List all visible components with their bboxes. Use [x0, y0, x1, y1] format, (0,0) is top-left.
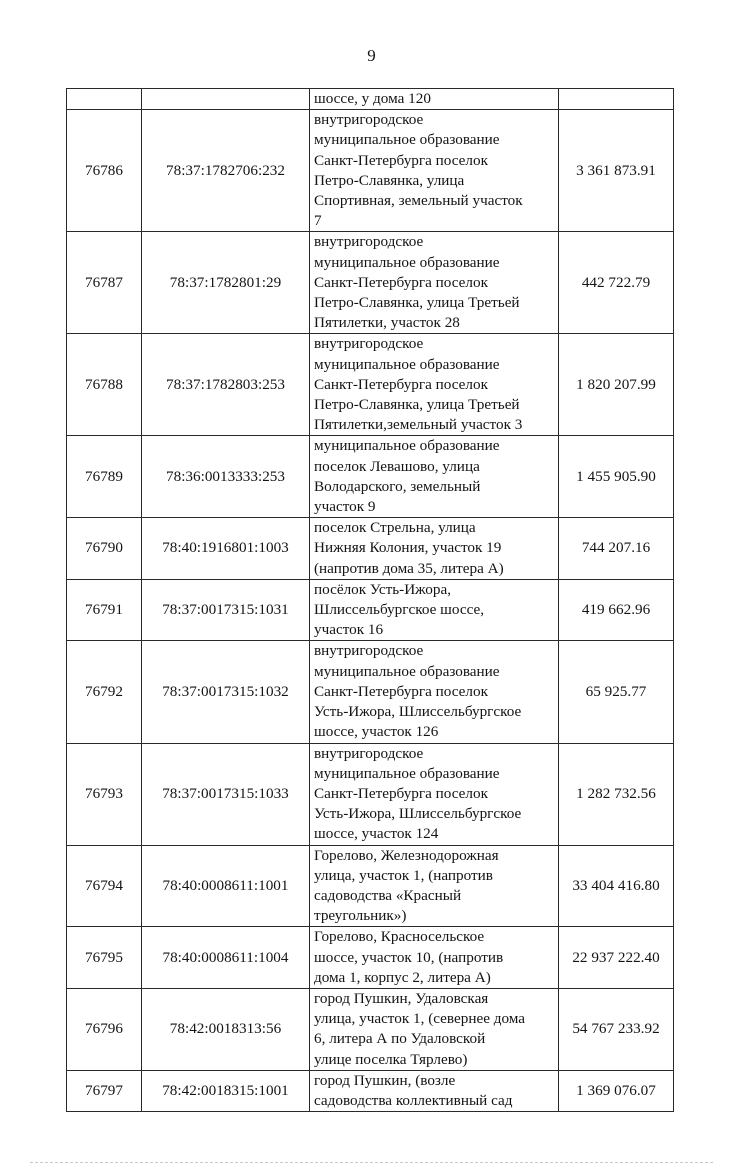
- table-row: [67, 845, 674, 927]
- plot-number-cell: 76797: [67, 1070, 142, 1111]
- address-line: улице поселка Тярлево): [314, 1050, 468, 1068]
- cadastral-value-cell: [559, 89, 674, 110]
- address-cell: [310, 743, 559, 845]
- address-line: муниципальное образование: [314, 662, 500, 680]
- table-row: [67, 89, 674, 110]
- cadastral-value-cell: 3 361 873.91: [559, 110, 674, 232]
- plot-number-cell: 76788: [67, 334, 142, 436]
- address-cell: [310, 436, 559, 518]
- plot-number-cell: 76792: [67, 641, 142, 743]
- plot-number-cell: 76786: [67, 110, 142, 232]
- cadastral-number-cell: 78:37:1782706:232: [142, 110, 310, 232]
- address-cell: [310, 518, 559, 580]
- page-number: 9: [367, 46, 376, 65]
- address-line: внутригородское: [314, 111, 424, 129]
- address-line: Усть-Ижора, Шлиссельбургское: [314, 703, 522, 721]
- plot-number-cell: 76790: [67, 518, 142, 580]
- address-line: Петро-Славянка, улица Третьей: [314, 396, 520, 414]
- cadastral-value-cell: 54 767 233.92: [559, 988, 674, 1070]
- table-row: [67, 743, 674, 845]
- address-line: внутригородское: [314, 335, 424, 353]
- address-line: поселок Левашово, улица: [314, 457, 480, 475]
- plot-number-cell: 76793: [67, 743, 142, 845]
- cadastral-number-cell: [142, 89, 310, 110]
- cadastral-value-cell: 33 404 416.80: [559, 845, 674, 927]
- address-line: муниципальное образование: [314, 253, 500, 271]
- cadastral-value-cell: 744 207.16: [559, 518, 674, 580]
- cadastral-value-cell: 1 282 732.56: [559, 743, 674, 845]
- address-line: участок 16: [314, 621, 384, 639]
- table-row: [67, 988, 674, 1070]
- address-line: Спортивная, земельный участок: [314, 192, 523, 210]
- address-line: Горелово, Железнодорожная: [314, 846, 499, 864]
- address-line: внутригородское: [314, 233, 424, 251]
- plot-number-cell: 76789: [67, 436, 142, 518]
- address-line: улица, участок 1, (напротив: [314, 866, 493, 884]
- cadastral-value-cell: 22 937 222.40: [559, 927, 674, 989]
- address-line: Пятилетки, участок 28: [314, 314, 460, 332]
- address-cell: [310, 232, 559, 334]
- plot-number-cell: 76794: [67, 845, 142, 927]
- table-row: [67, 436, 674, 518]
- cadastral-number-cell: 78:40:1916801:1003: [142, 518, 310, 580]
- address-cell: [310, 334, 559, 436]
- address-line: муниципальное образование: [314, 131, 500, 149]
- address-line: Шлиссельбургское шоссе,: [314, 601, 485, 619]
- plot-number-cell: [67, 89, 142, 110]
- address-line: Усть-Ижора, Шлиссельбургское: [314, 805, 522, 823]
- address-line: муниципальное образование: [314, 355, 500, 373]
- cadastral-number-cell: 78:37:1782803:253: [142, 334, 310, 436]
- cadastral-number-cell: 78:40:0008611:1001: [142, 845, 310, 927]
- address-line: Санкт-Петербурга поселок: [314, 375, 488, 393]
- cadastral-number-cell: 78:36:0013333:253: [142, 436, 310, 518]
- cadastral-value-cell: 1 820 207.99: [559, 334, 674, 436]
- plot-number-cell: 76791: [67, 579, 142, 641]
- address-line: (напротив дома 35, литера А): [314, 559, 504, 577]
- address-line: Петро-Славянка, улица Третьей: [314, 294, 520, 312]
- address-line: шоссе, у дома 120: [314, 90, 431, 107]
- address-line: Нижняя Колония, участок 19: [314, 539, 502, 557]
- address-line: Санкт-Петербурга поселок: [314, 273, 488, 291]
- table-row: [67, 334, 674, 436]
- cadastral-number-cell: 78:42:0018315:1001: [142, 1070, 310, 1111]
- cadastral-number-cell: 78:37:0017315:1033: [142, 743, 310, 845]
- address-cell: [310, 927, 559, 989]
- table-row: [67, 579, 674, 641]
- table-row: [67, 232, 674, 334]
- address-cell: [310, 845, 559, 927]
- address-cell: [310, 110, 559, 232]
- address-cell: [310, 579, 559, 641]
- address-line: город Пушкин, Удаловская: [314, 989, 489, 1007]
- address-line: треугольник»): [314, 907, 407, 925]
- plot-number-cell: 76796: [67, 988, 142, 1070]
- cadastral-number-cell: 78:42:0018313:56: [142, 988, 310, 1070]
- plot-number-cell: 76795: [67, 927, 142, 989]
- plot-number-cell: 76787: [67, 232, 142, 334]
- cadastral-value-cell: 442 722.79: [559, 232, 674, 334]
- address-line: садоводства коллективный сад: [314, 1091, 513, 1109]
- address-cell: [310, 89, 559, 110]
- address-line: участок 9: [314, 498, 376, 516]
- cadastral-value-cell: 419 662.96: [559, 579, 674, 641]
- cadastral-number-cell: 78:40:0008611:1004: [142, 927, 310, 989]
- address-line: 6, литера А по Удаловской: [314, 1030, 486, 1048]
- address-line: шоссе, участок 124: [314, 825, 439, 843]
- address-line: 7: [314, 212, 322, 230]
- cadastral-value-cell: 65 925.77: [559, 641, 674, 743]
- address-cell: [310, 641, 559, 743]
- address-line: Горелово, Красносельское: [314, 928, 485, 946]
- address-line: Петро-Славянка, улица: [314, 171, 465, 189]
- address-line: Володарского, земельный: [314, 477, 481, 495]
- table-row: [67, 927, 674, 989]
- table-row: [67, 1070, 674, 1111]
- address-line: шоссе, участок 10, (напротив: [314, 948, 504, 966]
- address-line: Санкт-Петербурга поселок: [314, 151, 488, 169]
- cadastral-number-cell: 78:37:0017315:1031: [142, 579, 310, 641]
- cadastral-value-cell: 1 369 076.07: [559, 1070, 674, 1111]
- address-line: город Пушкин, (возле: [314, 1071, 456, 1089]
- address-line: посёлок Усть-Ижора,: [314, 580, 452, 598]
- address-line: муниципальное образование: [314, 437, 500, 455]
- land-plot-table: [66, 88, 674, 1112]
- address-line: Санкт-Петербурга поселок: [314, 784, 488, 802]
- address-line: шоссе, участок 126: [314, 723, 439, 741]
- address-line: внутригородское: [314, 744, 424, 762]
- address-line: садоводства «Красный: [314, 886, 462, 904]
- table-row: [67, 518, 674, 580]
- address-line: поселок Стрельна, улица: [314, 519, 476, 537]
- cadastral-value-cell: 1 455 905.90: [559, 436, 674, 518]
- cadastral-number-cell: 78:37:0017315:1032: [142, 641, 310, 743]
- address-line: улица, участок 1, (севернее дома: [314, 1010, 526, 1028]
- table-row: [67, 110, 674, 232]
- address-line: дома 1, корпус 2, литера А): [314, 968, 491, 986]
- address-line: муниципальное образование: [314, 764, 500, 782]
- scan-edge-line: [30, 1162, 713, 1164]
- address-line: Санкт-Петербурга поселок: [314, 682, 488, 700]
- address-cell: [310, 1070, 559, 1111]
- address-cell: [310, 988, 559, 1070]
- table-body: [67, 89, 674, 1112]
- table-row: [67, 641, 674, 743]
- cadastral-number-cell: 78:37:1782801:29: [142, 232, 310, 334]
- address-line: Пятилетки,земельный участок 3: [314, 416, 523, 434]
- address-line: внутригородское: [314, 642, 424, 660]
